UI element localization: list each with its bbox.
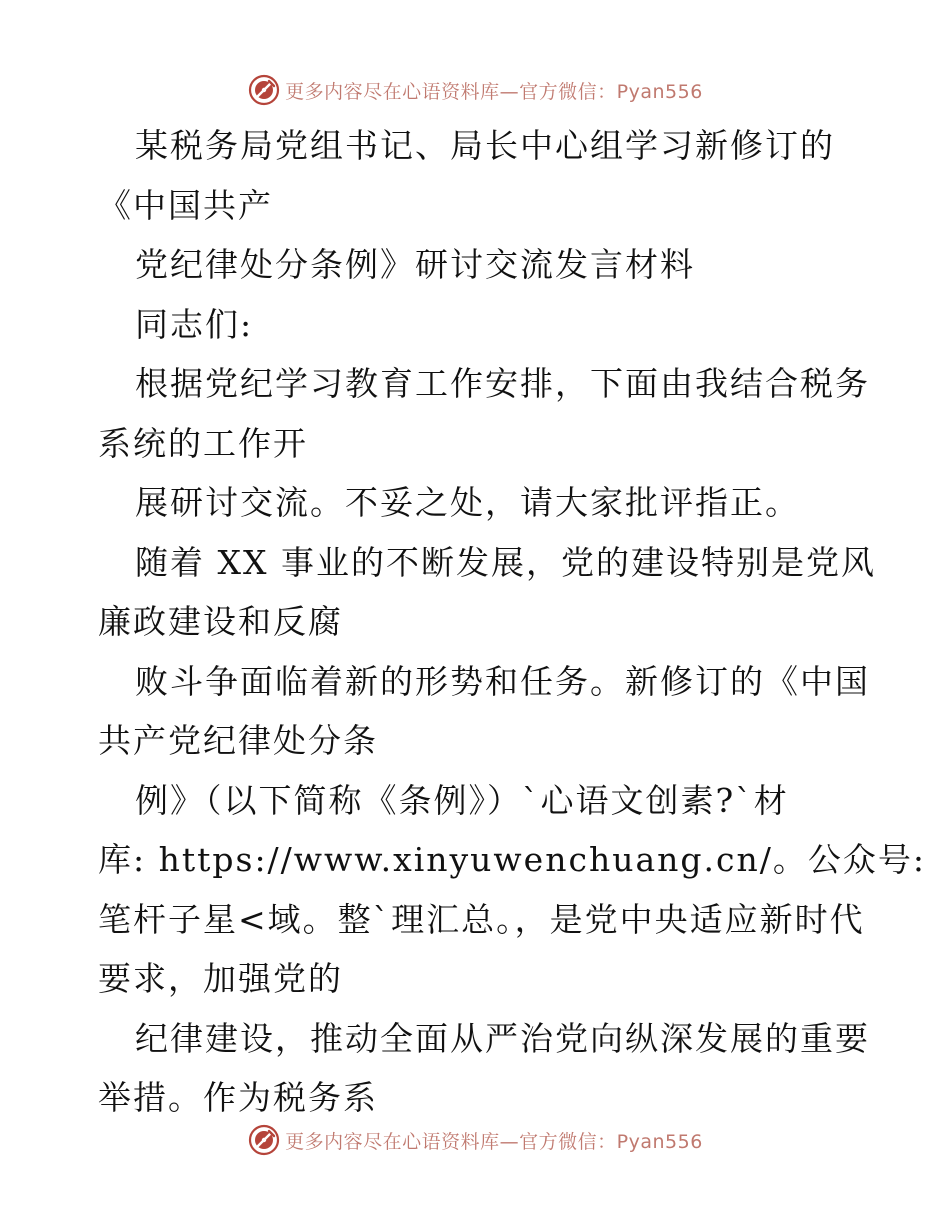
footer-watermark-text: 更多内容尽在心语资料库—官方微信：Pyan556 <box>285 1130 703 1153</box>
body-line: 纪律建设，推动全面从严治党向纵深发展的重要 <box>135 1018 870 1058</box>
body-line: 共产党纪律处分条 <box>98 721 378 760</box>
footer-watermark-banner <box>0 1120 950 1160</box>
body-line: 同志们: <box>135 304 254 344</box>
body-line: 根据党纪学习教育工作安排，下面由我结合税务 <box>135 364 870 403</box>
body-line: 廉政建设和反腐 <box>98 602 343 641</box>
body-line: 某税务局党组书记、局长中心组学习新修订的 <box>135 126 835 165</box>
body-line: 党纪律处分条例》研讨交流发言材料 <box>135 245 695 284</box>
body-line: 要求，加强党的 <box>98 959 343 998</box>
body-line: 例》（以下简称《条例》）`心语文创素?`材 <box>135 780 789 820</box>
header-watermark-banner <box>0 70 950 110</box>
body-line: 系统的工作开 <box>98 423 308 463</box>
red-seal-logo-icon <box>247 1123 281 1157</box>
body-line: 库: https://www.xinyuwenchuang.cn/。公众号: <box>98 840 926 879</box>
document-body <box>98 116 926 1128</box>
body-line: 笔杆子星<域。整`理汇总。，是党中央适应新时代 <box>98 899 865 939</box>
header-watermark-text: 更多内容尽在心语资料库—官方微信：Pyan556 <box>285 80 703 103</box>
body-line: 败斗争面临着新的形势和任务。新修订的《中国 <box>135 661 870 701</box>
body-line: 《中国共产 <box>98 185 273 225</box>
red-seal-logo-icon <box>247 73 281 107</box>
body-line: 举措。作为税务系 <box>98 1078 378 1117</box>
body-line: 随着 XX 事业的不断发展，党的建设特别是党风 <box>135 542 876 582</box>
body-line: 展研讨交流。不妥之处，请大家批评指正。 <box>135 483 800 522</box>
